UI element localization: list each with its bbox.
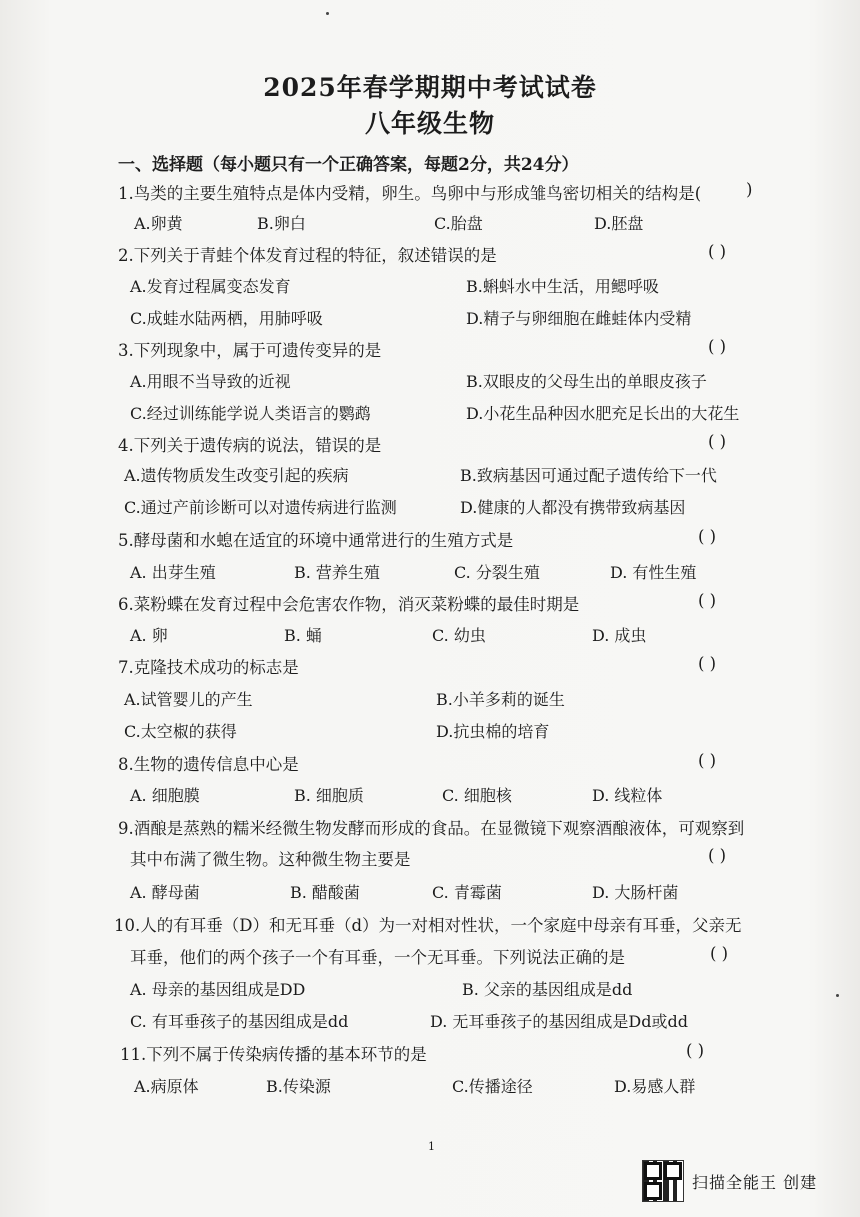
question-8-option-a: A. 细胞膜: [130, 786, 200, 805]
question-9-option-c: C. 青霉菌: [432, 883, 502, 902]
question-8-option-b: B. 细胞质: [294, 786, 364, 805]
scan-speck: [836, 994, 839, 997]
scanner-watermark: [642, 1160, 852, 1202]
question-5-stem: 5.酵母菌和水螅在适宜的环境中通常进行的生殖方式是: [118, 531, 514, 550]
question-6-option-c: C. 幼虫: [432, 626, 486, 645]
question-5-option-d: D. 有性生殖: [610, 563, 697, 582]
question-3-option-b: B.双眼皮的父母生出的单眼皮孩子: [466, 372, 707, 391]
question-9-option-a: A. 酵母菌: [130, 883, 200, 902]
question-6-answer-bracket: ( ): [698, 591, 717, 610]
question-1-option-b: B.卵白: [257, 214, 306, 233]
question-4-option-b: B.致病基因可通过配子遗传给下一代: [460, 466, 717, 485]
question-11-option-c: C.传播途径: [452, 1077, 533, 1096]
question-6-stem: 6.菜粉蝶在发育过程中会危害农作物，消灭菜粉蝶的最佳时期是: [118, 595, 580, 614]
question-3-option-c: C.经过训练能学说人类语言的鹦鹉: [130, 404, 371, 423]
question-9-stem-continued: 其中布满了微生物。这种微生物主要是: [130, 850, 411, 869]
question-5-answer-bracket: ( ): [698, 527, 717, 546]
question-11-option-d: D.易感人群: [614, 1077, 696, 1096]
question-10-stem: 10.人的有耳垂（D）和无耳垂（d）为一对相对性状，一个家庭中母亲有耳垂，父亲无: [114, 916, 742, 935]
question-10-option-b: B. 父亲的基因组成是dd: [462, 980, 633, 999]
question-7-option-a: A.试管婴儿的产生: [124, 690, 253, 709]
question-1-answer-bracket: ): [746, 180, 753, 199]
question-2-option-c: C.成蛙水陆两栖，用肺呼吸: [130, 309, 323, 328]
question-8-option-d: D. 线粒体: [592, 786, 663, 805]
section-heading: 一、选择题（每小题只有一个正确答案，每题2分，共24分）: [118, 155, 579, 175]
question-4-option-d: D.健康的人都没有携带致病基因: [460, 498, 686, 517]
question-11-stem: 11.下列不属于传染病传播的基本环节的是: [120, 1045, 427, 1064]
scan-speck: [326, 12, 329, 15]
question-11-option-a: A.病原体: [134, 1077, 199, 1096]
question-4-stem: 4.下列关于遗传病的说法，错误的是: [118, 436, 382, 455]
question-7-answer-bracket: ( ): [698, 654, 717, 673]
question-9-answer-bracket: ( ): [708, 846, 727, 865]
question-5-option-c: C. 分裂生殖: [454, 563, 540, 582]
question-8-answer-bracket: ( ): [698, 751, 717, 770]
question-6-option-a: A. 卵: [130, 626, 168, 645]
question-6-option-d: D. 成虫: [592, 626, 647, 645]
question-2-stem: 2.下列关于青蛙个体发育过程的特征，叙述错误的是: [118, 246, 497, 265]
question-7-stem: 7.克隆技术成功的标志是: [118, 658, 299, 677]
question-11-answer-bracket: ( ): [686, 1041, 705, 1060]
watermark-text: 扫描全能王 创建: [692, 1172, 818, 1192]
exam-subtitle: 八年级生物: [364, 109, 495, 138]
question-2-answer-bracket: ( ): [708, 242, 727, 261]
question-9-option-b: B. 醋酸菌: [290, 883, 360, 902]
question-10-option-a: A. 母亲的基因组成是DD: [130, 980, 306, 999]
exam-title: 2025年春学期期中考试试卷: [263, 73, 597, 102]
question-3-stem: 3.下列现象中，属于可遗传变异的是: [118, 341, 382, 360]
question-4-answer-bracket: ( ): [708, 432, 727, 451]
question-10-stem-continued: 耳垂，他们的两个孩子一个有耳垂，一个无耳垂。下列说法正确的是: [130, 948, 625, 967]
question-4-option-a: A.遗传物质发生改变引起的疾病: [124, 466, 349, 485]
question-9-stem: 9.酒酿是蒸熟的糯米经微生物发酵而形成的食品。在显微镜下观察酒酿液体，可观察到: [118, 819, 745, 838]
question-8-stem: 8.生物的遗传信息中心是: [118, 755, 299, 774]
question-5-option-a: A. 出芽生殖: [130, 563, 216, 582]
question-7-option-c: C.太空椒的获得: [124, 722, 237, 741]
question-10-answer-bracket: ( ): [710, 944, 729, 963]
question-2-option-d: D.精子与卵细胞在雌蛙体内受精: [466, 309, 692, 328]
question-3-answer-bracket: ( ): [708, 337, 727, 356]
question-2-option-a: A.发育过程属变态发育: [130, 277, 291, 296]
question-7-option-d: D.抗虫棉的培育: [436, 722, 550, 741]
question-10-option-c: C. 有耳垂孩子的基因组成是dd: [130, 1012, 349, 1031]
question-5-option-b: B. 营养生殖: [294, 563, 380, 582]
question-9-option-d: D. 大肠杆菌: [592, 883, 679, 902]
question-10-option-d: D. 无耳垂孩子的基因组成是Dd或dd: [430, 1012, 688, 1031]
question-3-option-d: D.小花生品种因水肥充足长出的大花生: [466, 404, 740, 423]
question-1-option-a: A.卵黄: [134, 214, 183, 233]
page-number: 1: [428, 1140, 435, 1153]
question-2-option-b: B.蝌蚪水中生活，用鳃呼吸: [466, 277, 659, 296]
question-7-option-b: B.小羊多莉的诞生: [436, 690, 565, 709]
question-11-option-b: B.传染源: [266, 1077, 331, 1096]
question-3-option-a: A.用眼不当导致的近视: [130, 372, 291, 391]
question-6-option-b: B. 蛹: [284, 626, 322, 645]
question-1-option-d: D.胚盘: [594, 214, 644, 233]
qr-code-icon: [642, 1160, 684, 1202]
question-1-option-c: C.胎盘: [434, 214, 483, 233]
question-4-option-c: C.通过产前诊断可以对遗传病进行监测: [124, 498, 397, 517]
question-8-option-c: C. 细胞核: [442, 786, 512, 805]
question-1-stem: 1.鸟类的主要生殖特点是体内受精，卵生。鸟卵中与形成雏鸟密切相关的结构是(: [118, 184, 702, 203]
